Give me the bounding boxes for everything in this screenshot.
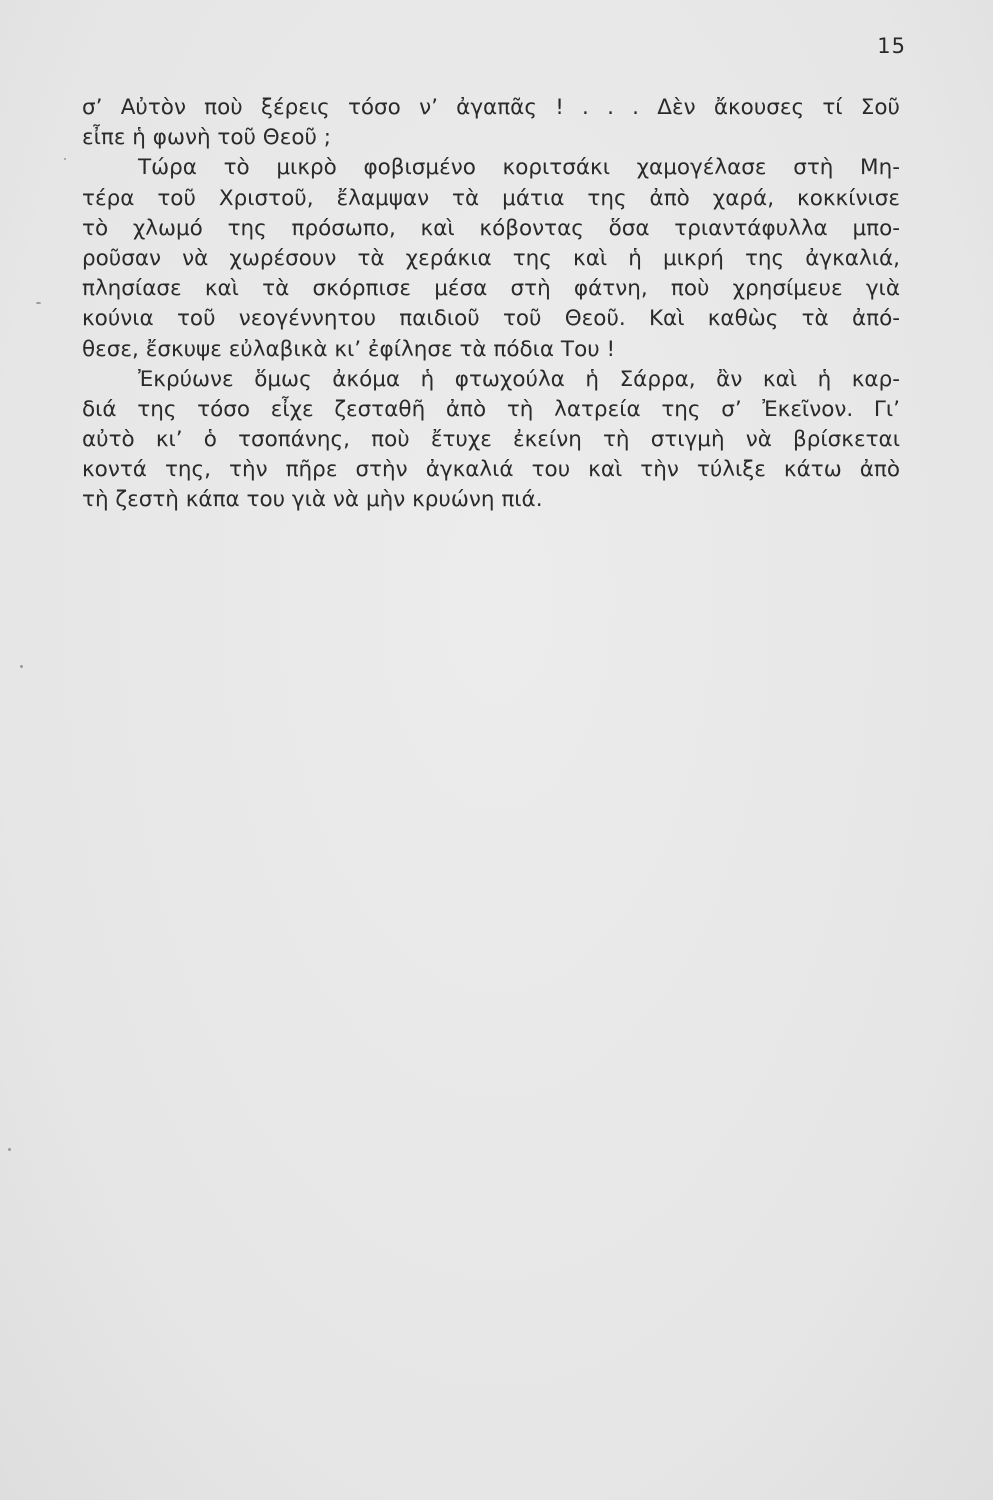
text-line: κούνια τοῦ νεογέννητου παιδιοῦ τοῦ Θεοῦ. Καὶ καθὼς τὰ ἀπό- <box>82 306 900 332</box>
text-line: τὴ ζεστὴ κάπα του γιὰ νὰ μὴν κρυώνη πιά. <box>82 487 543 513</box>
text-line: διά της τόσο εἶχε ζεσταθῆ ἀπὸ τὴ λατρεία της σ’ Ἐκεῖνον. Γι’ <box>82 396 900 422</box>
body-text <box>82 93 900 516</box>
scan-speck <box>64 158 66 160</box>
text-line: τὸ χλωμό της πρόσωπο, καὶ κόβοντας ὅσα τριαντάφυλλα μπο- <box>82 215 900 241</box>
text-line: εἶπε ἡ φωνὴ τοῦ Θεοῦ ; <box>82 125 332 151</box>
scan-speck <box>36 302 41 304</box>
scan-speck <box>20 665 23 668</box>
text-line: θεσε, ἔσκυψε εὐλαβικὰ κι’ ἐφίλησε τὰ πόδια Του ! <box>82 336 616 362</box>
text-line: κοντά της, τὴν πῆρε στὴν ἀγκαλιά του καὶ τὴν τύλιξε κάτω ἀπὸ <box>82 457 900 483</box>
text-line: σ’ Αὐτὸν ποὺ ξέρεις τόσο ν’ ἀγαπᾶς ! . . . Δὲν ἄκουσες τί Σοῦ <box>82 95 900 120</box>
text-line: ροῦσαν νὰ χωρέσουν τὰ χεράκια της καὶ ἡ μικρή της ἀγκαλιά, <box>82 245 900 271</box>
scan-speck <box>8 1148 11 1151</box>
text-line: αὐτὸ κι’ ὁ τσοπάνης, ποὺ ἔτυχε ἐκείνη τὴ στιγμὴ νὰ βρίσκεται <box>82 427 900 453</box>
text-line: Τώρα τὸ μικρὸ φοβισμένο κοριτσάκι χαμογέλασε στὴ Μη- <box>138 155 900 181</box>
text-line: Ἐκρύωνε ὅμως ἀκόμα ἡ φτωχούλα ἡ Σάρρα, ἂν καὶ ἡ καρ- <box>138 366 900 392</box>
page-number: 15 <box>877 34 906 58</box>
text-line: τέρα τοῦ Χριστοῦ, ἔλαμψαν τὰ μάτια της ἀπὸ χαρά, κοκκίνισε <box>82 185 900 211</box>
text-line: πλησίασε καὶ τὰ σκόρπισε μέσα στὴ φάτνη, ποὺ χρησίμευε γιὰ <box>82 276 900 302</box>
